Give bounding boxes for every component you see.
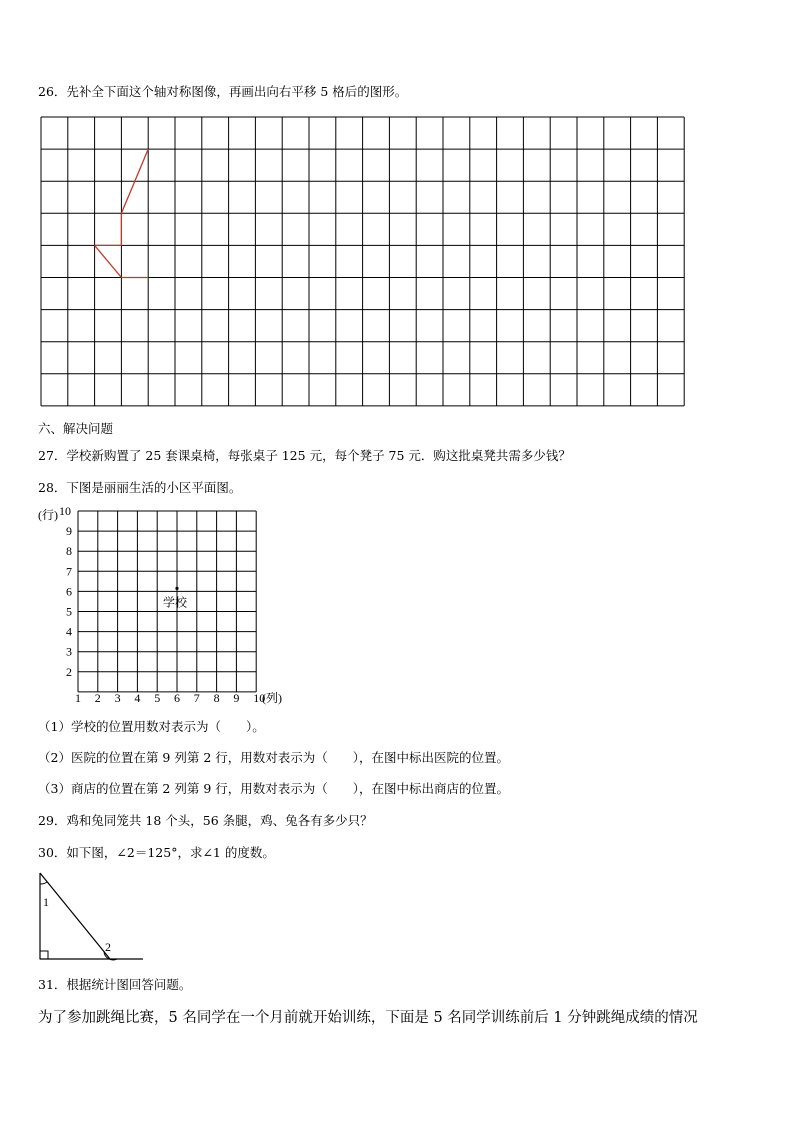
angle1-arc xyxy=(40,882,47,884)
y-tick-label: 7 xyxy=(66,564,72,579)
y-tick-label: 10 xyxy=(59,504,71,518)
question-28-sub1: （1）学校的位置用数对表示为（ ）。 xyxy=(38,719,265,734)
half-figure-segment xyxy=(95,245,122,277)
right-triangle-figure xyxy=(30,870,150,965)
triangle-hypotenuse xyxy=(40,873,110,959)
y-tick-label: 6 xyxy=(66,584,72,599)
y-axis-title: (行) xyxy=(38,508,58,522)
x-tick-label: 10 xyxy=(253,691,266,705)
question-31-paragraph: 为了参加跳绳比赛，5 名同学在一个月前就开始训练，下面是 5 名同学训练前后 1 分钟跳绳成绩的情况 xyxy=(38,1010,698,1026)
x-tick-label: 7 xyxy=(193,691,200,705)
y-tick-label: 2 xyxy=(66,664,72,679)
x-tick-label: 1 xyxy=(75,691,81,705)
y-tick-label: 9 xyxy=(66,524,72,539)
x-tick-label: 4 xyxy=(134,691,141,705)
angle2-label: 2 xyxy=(105,940,111,954)
y-tick-label: 8 xyxy=(66,544,72,559)
question-30: 30．如下图，∠2＝125°，求∠1 的度数。 xyxy=(38,845,275,860)
school-label: 学校 xyxy=(163,595,188,610)
question-31: 31．根据统计图回答问题。 xyxy=(38,977,192,992)
x-tick-label: 8 xyxy=(213,691,220,705)
angle1-label: 1 xyxy=(43,895,49,909)
x-tick-label: 2 xyxy=(94,691,101,705)
y-tick-label: 3 xyxy=(66,644,72,659)
y-tick-label: 5 xyxy=(66,604,72,619)
question-26: 26．先补全下面这个轴对称图像，再画出向右平移 5 格后的图形。 xyxy=(38,84,408,99)
question-28-sub3: （3）商店的位置在第 2 列第 9 行，用数对表示为（ ），在图中标出商店的位置。 xyxy=(38,781,510,796)
x-tick-label: 3 xyxy=(114,691,121,705)
question-29: 29．鸡和兔同笼共 18 个头，56 条腿，鸡、兔各有多少只？ xyxy=(38,813,373,828)
x-tick-label: 6 xyxy=(174,691,180,705)
question-28: 28．下图是丽丽生活的小区平面图。 xyxy=(38,480,242,495)
section-title: 六、解决问题 xyxy=(38,421,114,436)
question-28-sub2: （2）医院的位置在第 9 列第 2 行，用数对表示为（ ），在图中标出医院的位置。 xyxy=(38,750,510,765)
school-point xyxy=(175,587,178,590)
symmetry-grid xyxy=(0,0,794,420)
community-map-grid xyxy=(30,500,350,730)
x-tick-label: 9 xyxy=(233,691,240,705)
x-axis-title: (列) xyxy=(262,691,282,705)
question-27: 27．学校新购置了 25 套课桌椅，每张桌子 125 元，每个凳子 75 元．购这批桌凳共需多少钱？ xyxy=(38,448,571,463)
x-tick-label: 5 xyxy=(154,691,161,705)
y-tick-label: 4 xyxy=(66,624,72,639)
right-angle-mark xyxy=(40,951,48,959)
